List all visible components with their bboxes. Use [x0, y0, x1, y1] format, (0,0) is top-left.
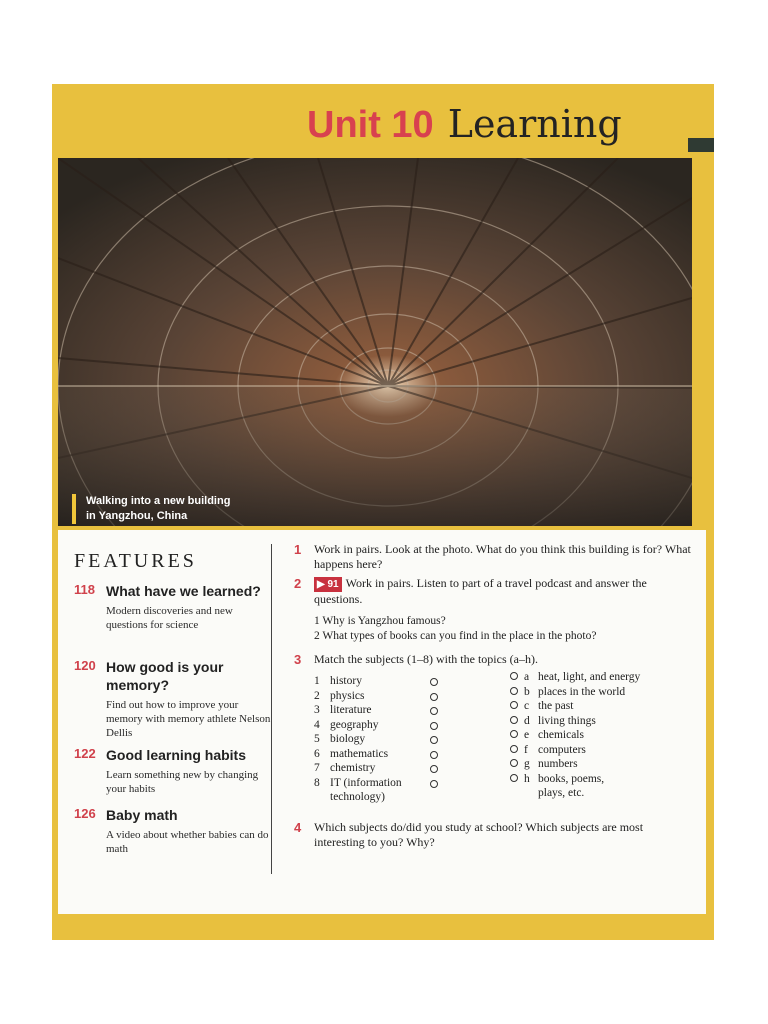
features-heading: FEATURES	[74, 550, 197, 572]
feature-description: Find out how to improve your memory with memory athlete Nelson Dellis	[106, 699, 271, 739]
subject-name: physics	[330, 689, 365, 702]
exercise-text: Work in pairs. Listen to part of a travel podcast and answer the questions.	[314, 576, 647, 606]
topic-name: books, poems,	[538, 772, 605, 785]
unit-number: Unit 10	[307, 104, 434, 146]
exercise-text: Match the subjects (1–8) with the topics (a–h).	[314, 652, 538, 666]
subject-row[interactable]	[314, 703, 402, 718]
exercise-text: Which subjects do/did you study at school? Which subjects are most interesting to you? Why?	[314, 820, 644, 849]
feature-page: 122	[74, 746, 96, 761]
exercise-number: 4	[294, 820, 302, 835]
exercise-number: 3	[294, 652, 302, 667]
match-circle[interactable]	[430, 736, 438, 744]
match-circle[interactable]	[430, 693, 438, 701]
topics-list	[510, 670, 640, 801]
subject-row[interactable]	[314, 747, 402, 762]
exercise-text: Work in pairs. Look at the photo. What do you think this building is for? What happens here?	[314, 542, 691, 571]
feature-page: 126	[74, 806, 96, 821]
topic-name: places in the world	[538, 685, 626, 698]
match-circle[interactable]	[510, 759, 518, 767]
feature-title: What have we learned?	[106, 583, 261, 599]
subject-number: 4	[314, 718, 320, 731]
match-circle[interactable]	[430, 780, 438, 788]
feature-item[interactable]	[74, 806, 274, 856]
match-circle[interactable]	[430, 707, 438, 715]
match-circle[interactable]	[430, 765, 438, 773]
topic-row[interactable]	[510, 743, 640, 758]
topic-row[interactable]	[510, 772, 640, 787]
subject-number: 8	[314, 776, 320, 789]
topic-row[interactable]	[510, 714, 640, 729]
caption-line: Walking into a new building	[86, 495, 231, 507]
feature-item[interactable]	[74, 658, 274, 740]
match-circle[interactable]	[510, 774, 518, 782]
topic-row[interactable]	[510, 685, 640, 700]
topic-name: computers	[538, 743, 586, 756]
feature-title: How good is your memory?	[106, 659, 224, 693]
feature-description: Learn something new by changing your habits	[106, 769, 259, 795]
feature-title: Baby math	[106, 807, 178, 823]
feature-item[interactable]	[74, 582, 274, 632]
topic-name: the past	[538, 700, 574, 712]
subjects-list	[314, 674, 402, 805]
subject-row[interactable]	[314, 689, 402, 704]
library-photo	[58, 158, 692, 526]
topic-name: chemicals	[538, 729, 584, 741]
match-circle[interactable]	[510, 672, 518, 680]
topic-name: living things	[538, 714, 596, 727]
subject-row[interactable]	[314, 761, 402, 776]
audio-track-button[interactable]: ▶ 91	[314, 577, 342, 592]
feature-description: Modern discoveries and new questions for science	[106, 605, 233, 631]
subject-name: history	[330, 675, 362, 687]
subject-number: 3	[314, 704, 320, 716]
subject-name: mathematics	[330, 747, 389, 760]
topic-letter: g	[524, 758, 530, 770]
subject-name: chemistry	[330, 762, 376, 774]
subject-name: IT (information	[330, 776, 402, 789]
caption-line: in Yangzhou, China	[86, 510, 188, 522]
subject-name: geography	[330, 718, 379, 731]
match-circle[interactable]	[430, 722, 438, 730]
match-circle[interactable]	[510, 730, 518, 738]
subject-number: 1	[314, 675, 320, 687]
subject-name: biology	[330, 733, 366, 745]
topic-letter: c	[524, 700, 530, 712]
exercise-1	[294, 542, 694, 572]
topic-name: heat, light, and energy	[538, 671, 641, 683]
exercise-4	[294, 820, 694, 850]
match-circle[interactable]	[510, 716, 518, 724]
subject-name: literature	[330, 704, 372, 716]
subject-row[interactable]	[314, 718, 402, 733]
topic-letter: e	[524, 729, 530, 741]
topic-row[interactable]	[510, 757, 640, 772]
match-circle[interactable]	[510, 687, 518, 695]
subject-name-continued: technology)	[330, 791, 385, 803]
page-tab-marker	[688, 138, 714, 152]
match-circle[interactable]	[510, 745, 518, 753]
match-circle[interactable]	[430, 751, 438, 759]
subject-number: 5	[314, 733, 320, 745]
feature-page: 120	[74, 658, 96, 673]
unit-title	[307, 102, 622, 147]
subject-number: 6	[314, 747, 320, 760]
subject-row[interactable]	[314, 732, 402, 747]
topic-name-continued: plays, etc.	[538, 787, 585, 799]
feature-description: A video about whether babies can do math	[106, 829, 269, 855]
unit-name: Learning	[447, 102, 622, 146]
topic-row[interactable]	[510, 699, 640, 714]
match-circle[interactable]	[430, 678, 438, 686]
question-item: 1 Why is Yangzhou famous?	[314, 615, 446, 627]
topic-letter: h	[524, 772, 530, 785]
column-divider	[271, 544, 272, 874]
topic-row[interactable]	[510, 728, 640, 743]
topic-letter: b	[524, 685, 530, 698]
subject-number: 2	[314, 689, 320, 702]
exercise-3	[294, 652, 694, 667]
textbook-page	[52, 84, 714, 940]
feature-title: Good learning habits	[106, 747, 247, 763]
question-item: 2 What types of books can you find in the place in the photo?	[314, 630, 597, 642]
exercise-number: 1	[294, 542, 302, 557]
subject-circles	[430, 676, 438, 792]
subject-number: 7	[314, 762, 320, 774]
topic-letter: a	[524, 671, 530, 683]
subject-row[interactable]	[314, 674, 402, 689]
topic-letter: f	[524, 743, 528, 756]
match-circle[interactable]	[510, 701, 518, 709]
subject-row[interactable]	[314, 776, 402, 791]
exercise-number: 2	[294, 576, 302, 591]
topic-name: numbers	[538, 758, 578, 770]
topic-letter: d	[524, 714, 530, 727]
feature-item[interactable]	[74, 746, 274, 796]
exercise-2-questions	[314, 614, 596, 644]
feature-page: 118	[74, 582, 95, 597]
photo-caption	[72, 494, 230, 524]
exercise-2	[294, 576, 694, 607]
topic-row[interactable]	[510, 670, 640, 685]
